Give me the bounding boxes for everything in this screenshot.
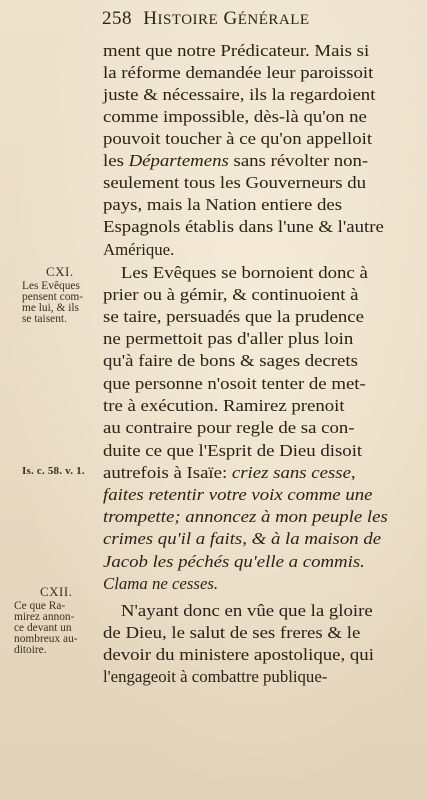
margin-note-line: ditoire. (14, 644, 47, 656)
margin-note-line: se taisent. (22, 313, 67, 325)
text-line: seulement tous les Gouverneurs du (103, 173, 367, 192)
text-line: Jacob les péchés qu'elle a commis. (103, 552, 365, 571)
text-line: Espagnols établis dans l'une & l'autre (103, 217, 384, 236)
text-line: autrefois à Isaïe: criez sans cesse, (103, 463, 356, 482)
margin-note-line: ce devant un (14, 622, 72, 634)
margin-note-line: pensent com- (22, 291, 84, 303)
margin-note-line: mirez annon- (14, 611, 75, 623)
text-line: N'ayant donc en vûe que la gloire (120, 601, 373, 620)
page-number: 258 (102, 8, 132, 29)
margin-note-line: Ce que Ra- (14, 600, 66, 612)
text-line: les Départemens sans révolter non- (103, 151, 369, 170)
margin-note-cxi (22, 264, 83, 325)
margin-note-cxii (14, 584, 78, 656)
header-title: HISTOIRE GÉNÉRALE (143, 8, 310, 29)
text-line: Clama ne cesses. (103, 574, 219, 593)
margin-note-ref (22, 465, 85, 477)
text-line: juste & nécessaire, ils la regardoient (103, 85, 376, 104)
text-line: pouvoit toucher à ce qu'on appelloit (103, 129, 373, 148)
text-line: trompette; annoncez à mon peuple les (103, 507, 388, 526)
margin-note-line: Les Evêques (22, 280, 80, 292)
text-line: qu'à faire de bons & sages decrets (103, 351, 358, 370)
text-line: duite ce que l'Esprit de Dieu disoit (103, 441, 363, 460)
text-line: ne permettoit pas d'aller plus loin (103, 329, 354, 348)
text-line: ment que notre Prédicateur. Mais si (103, 41, 370, 60)
text-line: prier ou à gémir, & continuoient à (103, 285, 359, 304)
margin-note-line: me lui, & ils (22, 302, 79, 314)
text-line: tre à exécution. Ramirez prenoit (103, 396, 345, 415)
margin-number: CXII. (40, 584, 73, 599)
text-line: comme impossible, dès-là qu'on ne (103, 107, 367, 126)
text-line: que personne n'osoit tenter de met- (103, 374, 366, 393)
margin-number: CXI. (46, 264, 74, 279)
text-line: Amérique. (103, 240, 175, 259)
text-line: la réforme demandée leur paroissoit (103, 63, 374, 82)
text-line: l'engageoit à combattre publique- (103, 667, 328, 686)
running-header (102, 8, 310, 30)
text-line: Les Evêques se bornoient donc à (120, 263, 368, 282)
text-line: de Dieu, le salut de ses freres & le (103, 623, 361, 642)
scripture-reference: Is. c. 58. v. 1. (22, 465, 85, 477)
text-line: faites retentir votre voix comme une (103, 485, 373, 504)
text-line: crimes qu'il a faits, & à la maison de (103, 529, 382, 548)
text-line: devoir du ministere apostolique, qui (103, 645, 374, 664)
text-line: se taire, persuadés que la prudence (103, 307, 364, 326)
margin-note-line: nombreux au- (14, 633, 78, 645)
text-line: pays, mais la Nation entiere des (103, 195, 343, 214)
text-line: au contraire pour regle de sa con- (103, 418, 355, 437)
